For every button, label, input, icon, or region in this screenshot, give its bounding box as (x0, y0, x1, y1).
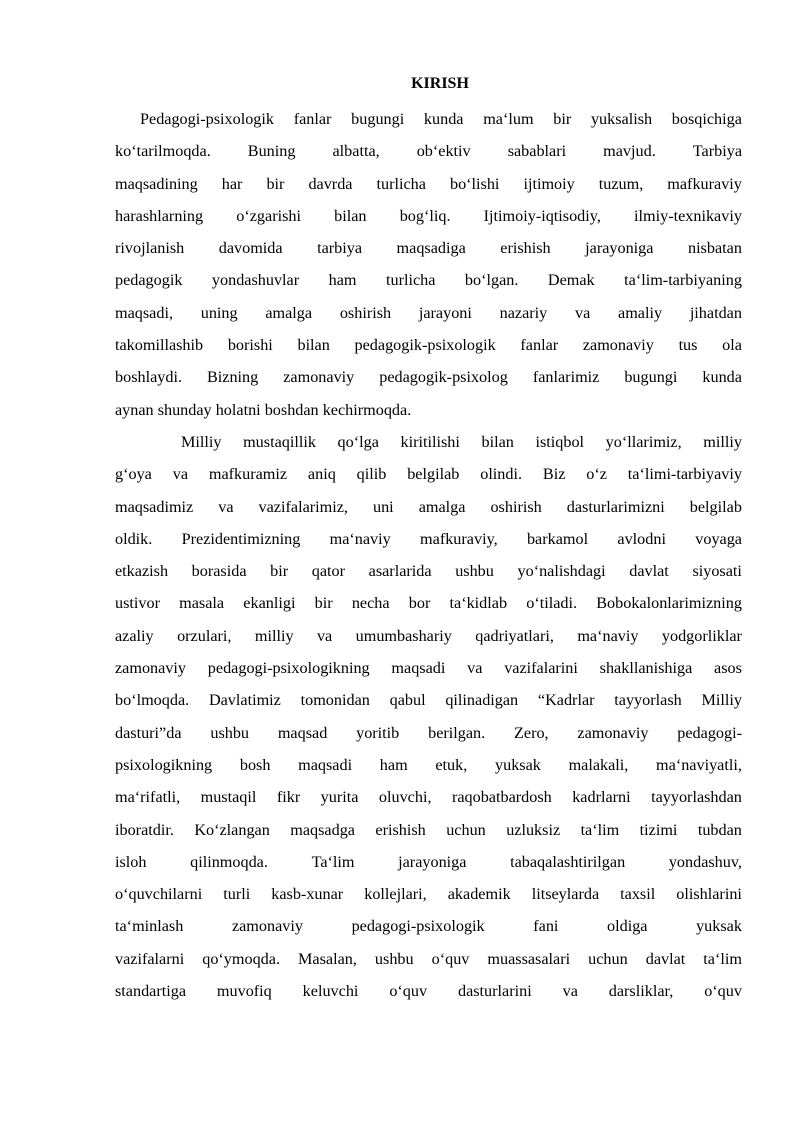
text-line: azaliy orzulari, milliy va umumbashariy qadriyatlari, ma‘naviy yodgorliklar (115, 626, 742, 645)
text-line: maqsadining har bir davrda turlicha bo‘lishi ijtimoiy tuzum, mafkuraviy (115, 174, 742, 193)
text-line: zamonaviy pedagogi-psixologikning maqsadi va vazifalarini shakllanishiga asos (115, 659, 742, 678)
text-line: oldik. Prezidentimizning ma‘naviy mafkuraviy, barkamol avlodni voyaga (115, 529, 742, 548)
text-line: psixologikning bosh maqsadi ham etuk, yuksak malakali, ma‘naviyatli, (115, 755, 742, 774)
text-line: ko‘tarilmoqda. Buning albatta, ob‘ektiv sabablari mavjud. Tarbiya (115, 142, 742, 161)
body-text (115, 103, 742, 1007)
text-line: harashlarning o‘zgarishi bilan bog‘liq. Ijtimoiy-iqtisodiy, ilmiy-texnikaviy (115, 206, 742, 225)
text-line: isloh qilinmoqda. Ta‘lim jarayoniga tabaqalashtirilgan yondashuv, (115, 852, 742, 871)
text-line: maqsadi, uning amalga oshirish jarayoni nazariy va amaliy jihatdan (115, 303, 742, 322)
text-line: ma‘rifatli, mustaqil fikr yurita oluvchi, raqobatbardosh kadrlarni tayyorlashdan (115, 788, 742, 807)
text-line: iboratdir. Ko‘zlangan maqsadga erishish uchun uzluksiz ta‘lim tizimi tubdan (115, 820, 742, 839)
text-line: ustivor masala ekanligi bir necha bor ta‘kidlab o‘tiladi. Bobokalonlarimizning (115, 594, 742, 613)
text-line: takomillashib borishi bilan pedagogik-psixologik fanlar zamonaviy tus ola (115, 336, 742, 355)
text-line: dasturi”da ushbu maqsad yoritib berilgan. Zero, zamonaviy pedagogi- (115, 723, 742, 742)
text-line: bo‘lmoqda. Davlatimiz tomonidan qabul qilinadigan “Kadrlar tayyorlash Milliy (115, 691, 742, 710)
text-line: ta‘minlash zamonaviy pedagogi-psixologik fani oldiga yuksak (115, 917, 742, 936)
text-line: Pedagogi-psixologik fanlar bugungi kunda ma‘lum bir yuksalish bosqichiga (140, 110, 742, 128)
text-line: vazifalarni qo‘ymoqda. Masalan, ushbu o‘quv muassasalari uchun davlat ta‘lim (115, 949, 742, 968)
text-line: pedagogik yondashuvlar ham turlicha bo‘lgan. Demak ta‘lim-tarbiyaning (115, 271, 742, 290)
text-line: standartiga muvofiq keluvchi o‘quv dasturlarini va darsliklar, o‘quv (115, 982, 742, 1001)
text-line: maqsadimiz va vazifalarimiz, uni amalga oshirish dasturlarimizni belgilab (115, 497, 742, 516)
text-line: o‘quvchilarni turli kasb-xunar kollejlari, akademik litseylarda taxsil olishlarini (115, 885, 742, 904)
text-line: aynan shunday holatni boshdan kechirmoqda. (115, 400, 412, 419)
page-title: KIRISH (411, 75, 469, 92)
text-line: boshlaydi. Bizning zamonaviy pedagogik-psixolog fanlarimiz bugungi kunda (115, 368, 742, 387)
text-line: etkazish borasida bir qator asarlarida ushbu yo‘nalishdagi davlat siyosati (115, 562, 742, 581)
text-line: Milliy mustaqillik qo‘lga kiritilishi bilan istiqbol yo‘llarimiz, milliy (181, 432, 742, 451)
text-line: rivojlanish davomida tarbiya maqsadiga erishish jarayoniga nisbatan (115, 239, 742, 258)
text-line: g‘oya va mafkuramiz aniq qilib belgilab olindi. Biz o‘z ta‘limi-tarbiyaviy (115, 465, 742, 484)
